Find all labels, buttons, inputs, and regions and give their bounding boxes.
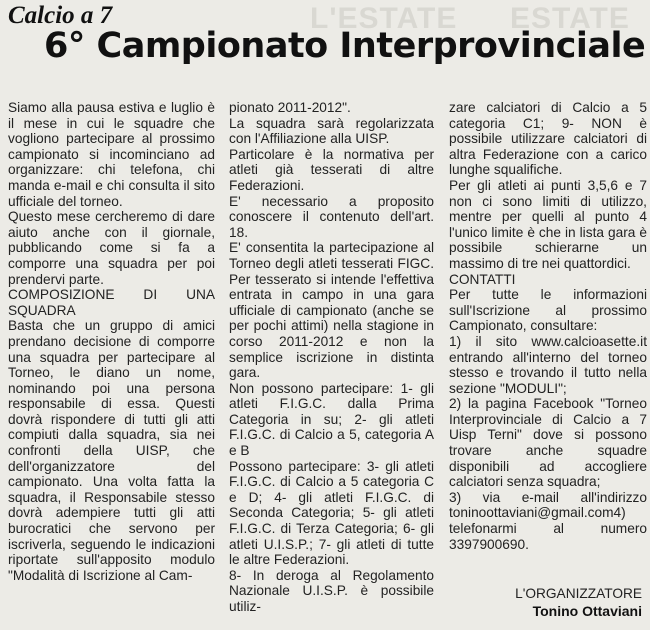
paragraph: E' consentita la partecipazione al Torneo degli atleti tesserati FIGC. Per tesserato si intende l'effettiva entrata in campo in una gara ufficiale di campionato (anche se per pochi attimi) nella stagione in corso 2011-2012 e non la semplice iscrizione in distinta gara. [229,240,434,381]
paragraph: Per gli atleti ai punti 3,5,6 e 7 non ci sono limiti di utilizzo, mentre per quelli al punto 4 l'unico limite è che in lista gara è possibile schierarne un massimo di tre nei quattordici. [449,177,647,271]
ghost-text-left: L'ESTATE [310,2,458,35]
paragraph: Questo mese cercheremo di dare aiuto anche con il giornale, pubblicando come si fa a comporre una squadra per poi prendervi parte. [8,209,215,287]
list-item: 2) la pagina Facebook "Torneo Interprovinciale di Calcio a 7 Uisp Terni" dove si possono trovare anche squadre disponibili ad accogliere calciatori senza squadra; [449,396,647,490]
list-item: 3) via e-mail all'indirizzo toninoottaviani@gmail.com4) telefonarmi al numero 3397900690. [449,489,647,552]
paragraph: 8- In deroga al Regolamento Nazionale U.I.S.P. è possibile utiliz- [229,567,434,614]
list-item: 1) il sito www.calcioasette.it entrando all'interno del torneo stesso e trovando il tutto nella sezione "MODULI"; [449,333,647,396]
article-column-2 [229,100,434,615]
section-heading: COMPOSIZIONE DI UNA SQUADRA [8,287,215,318]
paragraph: Non possono partecipare: 1- gli atleti F.I.G.C. dalla Prima Categoria in su; 2- gli atleti F.I.G.C. di Calcio a 5, categoria A e B [229,380,434,459]
paragraph: Particolare è la normativa per atleti già tesserati di altre Federazioni. [229,146,434,193]
article-column-1 [8,100,215,583]
signature-name: Tonino Ottaviani [532,603,642,619]
paragraph: Siamo alla pausa estiva e luglio è il mese in cui le squadre che vogliono partecipare al prossimo campionato si incominciano ad organizzare: chi telefona, chi manda e-mail e chi consulta il sito ufficiale del torneo. [8,100,215,209]
paragraph: pionato 2011-2012". [229,100,351,115]
paragraph: Possono partecipare: 3- gli atleti F.I.G.C. di Calcio a 5 categoria C e D; 4- gli atleti F.I.G.C. di Seconda Categoria; 5- gli atleti F.I.G.C. di Terza Categoria; 6- gli atleti U.I.S.P.; 7- gli atleti di tutte le altre Federazioni. [229,458,434,568]
signature-role: L'ORGANIZZATORE [515,586,642,601]
article-column-3 [449,100,647,552]
section-heading: CONTATTI [449,271,516,287]
paragraph: La squadra sarà regolarizzata con l'Affiliazione alla UISP. [229,115,434,147]
paragraph: zare calciatori di Calcio a 5 categoria C1; 9- NON è possibile utilizzare calciatori di altra Federazione con a carico lunghe squalifiche. [449,100,647,178]
paragraph: E' necessario a proposito conoscere il contenuto dell'art. 18. [229,193,434,240]
section-kicker: Calcio a 7 [8,2,113,29]
paragraph: Basta che un gruppo di amici prendano decisione di comporre una squadra per partecipare al Torneo, le diano un nome, nominando poi una persona responsabile di essa. Questi dovrà rispondere di tutti gli atti compiuti dalla squadra, sia nei confronti della UISP, che dell'organizzatore del campionato. Una volta fatta la squadra, il Responsabile stesso dovrà adempiere tutti gli atti burocratici che servono per iscriverla, seguendo le indicazioni riportate sull'apposito modulo "Modalità di Iscrizione al Cam- [8,318,215,583]
paragraph: Per tutte le informazioni sull'Iscrizione al prossimo Campionato, consultare: [449,287,647,334]
article-headline: 6° Campionato Interprovinciale [44,26,646,66]
ghost-text-right: ESTATE [510,2,630,35]
